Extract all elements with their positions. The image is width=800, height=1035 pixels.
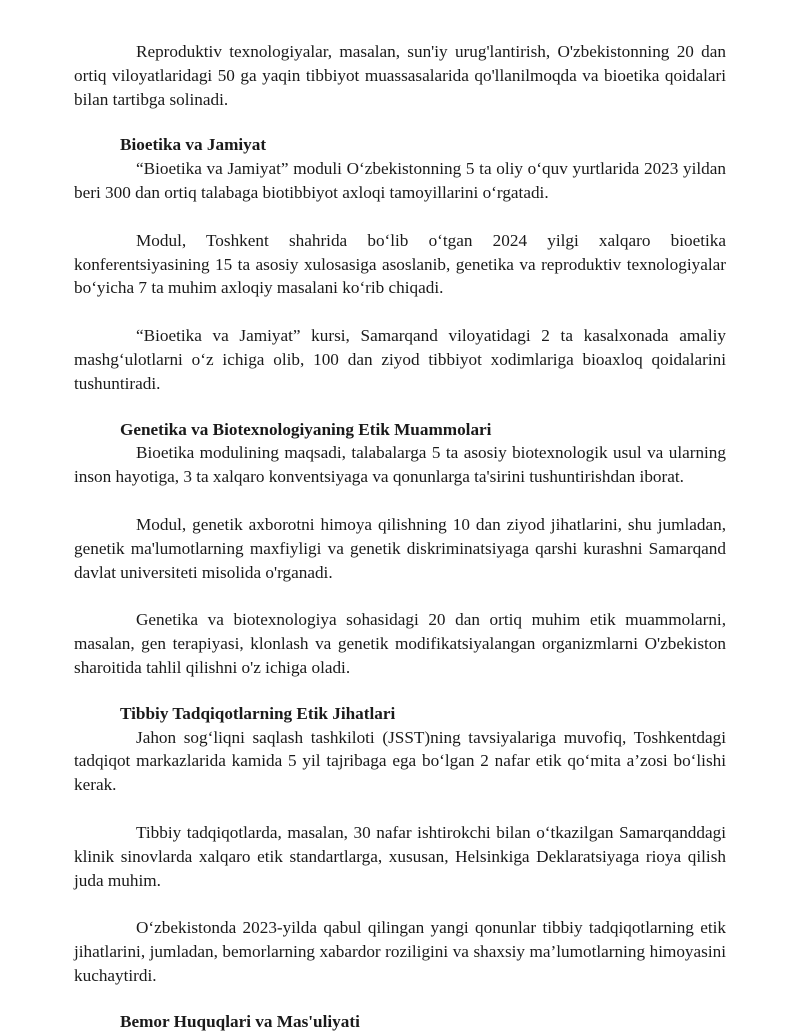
paragraph: Tibbiy tadqiqotlarda, masalan, 30 nafar ishtirokchi bilan o‘tkazilgan Samarqanddagi klinik sinovlarda xalqaro etik standartlarga, xususan, Helsinkiga Deklaratsiyaga rioya qilish juda muhim. (74, 822, 726, 890)
section-bemor-huquqlari (74, 1010, 726, 1034)
section-title: Genetika va Biotexnologiyaning Etik Muammolari (120, 419, 492, 439)
paragraph: Genetika va biotexnologiya sohasidagi 20 dan ortiq muhim etik muammolarni, masalan, gen terapiyasi, klonlash va genetik modifikatsiyalangan organizmlarni O'zbekiston sharoitida tahlil qilishni o'z ichiga oladi. (74, 610, 726, 677)
section-tibbiy-tadqiqotlar (74, 702, 726, 988)
paragraph: Jahon sog‘liqni saqlash tashkiloti (JSST)ning tavsiyalariga muvofiq, Toshkentdagi tadqiqot markazlarida kamida 5 yil tajribaga ega bo‘lgan 2 nafar etik qo‘mita a’zosi bo‘lishi kerak. (74, 727, 726, 795)
section-title: Tibbiy Tadqiqotlarning Etik Jihatlari (120, 703, 396, 723)
intro-paragraph: Reproduktiv texnologiyalar, masalan, sun'iy urug'lantirish, O'zbekistonning 20 dan ortiq viloyatlaridagi 50 ga yaqin tibbiyot muassasalarida qo'llanilmoqda va bioetika qoidalari bilan tartibga solinadi. (74, 42, 726, 109)
paragraph: “Bioetika va Jamiyat” moduli O‘zbekistonning 5 ta oliy o‘quv yurtlarida 2023 yildan beri 300 dan ortiq talabaga biotibbiyot axloqi tamoyillarini o‘rgatadi. (74, 159, 726, 202)
section-title: Bemor Huquqlari va Mas'uliyati (120, 1011, 360, 1031)
paragraph: Modul, genetik axborotni himoya qilishning 10 dan ziyod jihatlarini, shu jumladan, genetik ma'lumotlarning maxfiyligi va genetik diskriminatsiyaga qarshi kurashni Samarqand davlat universiteti misolida o'rganadi. (74, 514, 726, 582)
section-title: Bioetika va Jamiyat (120, 135, 267, 155)
paragraph: Bioetika modulining maqsadi, talabalarga 5 ta asosiy biotexnologik usul va ularning inson hayotiga, 3 ta xalqaro konventsiyaga va qonunlarga ta'sirini tushuntirishdan iborat. (74, 443, 726, 487)
paragraph: Modul, Toshkent shahrida bo‘lib o‘tgan 2024 yilgi xalqaro bioetika konferentsiyasining 15 ta asosiy xulosasiga asoslanib, genetika va reproduktiv texnologiyalar bo‘yicha 7 ta muhim axloqiy masalani ko‘rib chiqadi. (74, 230, 726, 298)
section-bioetika-jamiyat (74, 133, 726, 395)
paragraph: “Bioetika va Jamiyat” kursi, Samarqand viloyatidagi 2 ta kasalxonada amaliy mashg‘ulotlarni o‘z ichiga olib, 100 dan ziyod tibbiyot xodimlariga bioaxloq qoidalarini tushuntiradi. (74, 326, 726, 393)
section-genetika-biotexnologiya (74, 418, 726, 680)
paragraph: O‘zbekistonda 2023-yilda qabul qilingan yangi qonunlar tibbiy tadqiqotlarning etik jihatlarini, jumladan, bemorlarning xabardor roziligini va shaxsiy ma’lumotlarning himoyasini kuchaytirdi. (74, 918, 726, 985)
document-page (74, 40, 726, 1034)
